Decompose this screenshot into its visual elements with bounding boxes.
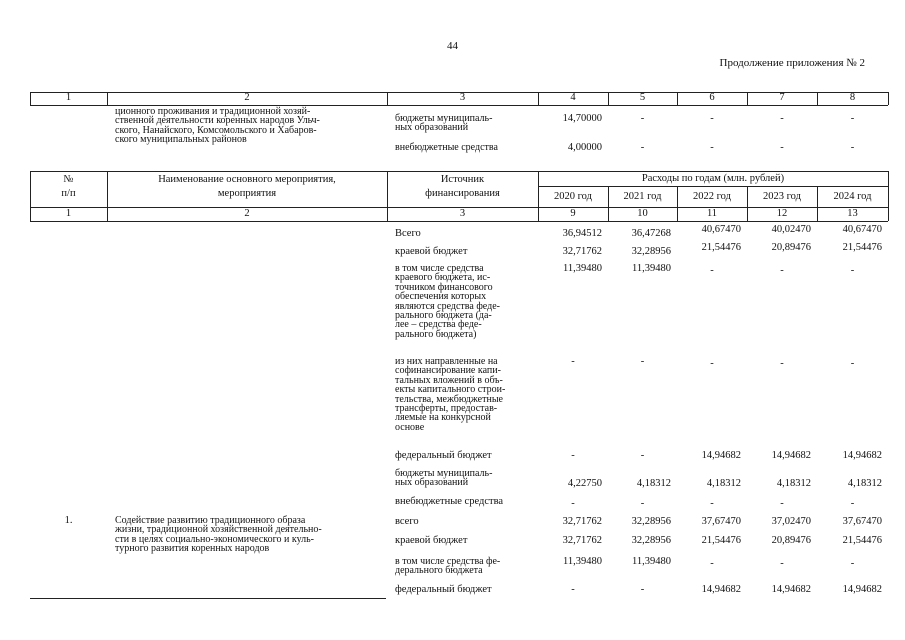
item-number: 1. xyxy=(64,515,73,526)
row-cell: - xyxy=(850,498,855,509)
row-cell: - xyxy=(640,584,645,595)
row-source: внебюджетные средства xyxy=(395,496,504,507)
header-event-1: Наименование основного мероприятия, xyxy=(158,174,336,185)
top-source-extrabudget: внебюджетные средства xyxy=(395,142,498,153)
row-cell: 4,18312 xyxy=(706,478,741,489)
row-source: в том числе средства краевого бюджета, ис- точником финансового обеспечения которых являются средства феде- рального бюджета (да- лее – средства феде- рального бюджета) xyxy=(395,263,500,340)
page-number: 44 xyxy=(447,40,458,52)
top-col-2: 2 xyxy=(244,92,250,103)
top-cell: 14,70000 xyxy=(562,113,602,124)
top-cell: - xyxy=(640,113,645,124)
row-cell: 20,89476 xyxy=(771,242,811,253)
top-col-1: 1 xyxy=(65,92,72,103)
row-cell: - xyxy=(850,558,855,569)
row-cell: 14,94682 xyxy=(771,584,811,595)
row-source: в том числе средства фе- дерального бюджета xyxy=(395,556,501,577)
top-cell: - xyxy=(850,142,855,153)
index-13: 13 xyxy=(847,208,858,219)
top-cell: - xyxy=(780,142,784,153)
row-cell: 4,18312 xyxy=(776,478,811,489)
header-expenses: Расходы по годам (млн. рублей) xyxy=(641,173,785,184)
index-9: 9 xyxy=(570,208,576,219)
row-cell: 11,39480 xyxy=(563,556,602,567)
top-cell: - xyxy=(780,113,784,124)
row-source: федеральный бюджет xyxy=(395,584,492,595)
row-source: бюджеты муниципаль- ных образований xyxy=(395,468,493,489)
row-cell: 32,71762 xyxy=(562,516,602,527)
row-cell: 14,94682 xyxy=(842,584,882,595)
row-cell: 21,54476 xyxy=(701,242,741,253)
row-cell: 20,89476 xyxy=(771,535,811,546)
row-cell: 36,94512 xyxy=(562,228,602,239)
item-title: Содействие развитию традиционного образа жизни, традиционной хозяйственной деятельно- сти в целях социально-экономического и куль- турного развития коренных народов xyxy=(115,515,322,555)
row-cell: 37,67470 xyxy=(701,516,741,527)
row-cell: - xyxy=(710,265,714,276)
row-cell: - xyxy=(571,584,575,595)
top-col-4: 4 xyxy=(570,92,576,103)
row-cell: - xyxy=(710,358,714,369)
row-cell: 32,71762 xyxy=(562,535,602,546)
index-11: 11 xyxy=(706,208,718,219)
top-col-8: 8 xyxy=(849,92,856,103)
header-year-2023: 2023 год xyxy=(763,191,801,202)
row-cell: 4,18312 xyxy=(847,478,882,489)
row-cell: 32,71762 xyxy=(562,246,602,257)
row-cell: - xyxy=(640,356,645,367)
row-cell: 32,28956 xyxy=(631,516,671,527)
row-cell: 11,39480 xyxy=(563,263,602,274)
continuation-label: Продолжение приложения № 2 xyxy=(719,57,865,69)
row-cell: 21,54476 xyxy=(842,242,882,253)
row-cell: 40,67470 xyxy=(842,224,882,235)
index-2: 2 xyxy=(244,208,250,219)
index-1: 1 xyxy=(65,208,72,219)
row-cell: - xyxy=(780,265,784,276)
index-12: 12 xyxy=(776,208,788,219)
row-cell: 14,94682 xyxy=(842,450,882,461)
row-cell: 36,47268 xyxy=(631,228,671,239)
header-year-2020: 2020 год xyxy=(554,191,592,202)
row-cell: 21,54476 xyxy=(842,535,882,546)
top-cell: - xyxy=(850,113,855,124)
row-source: федеральный бюджет xyxy=(395,450,492,461)
row-source: краевой бюджет xyxy=(395,535,468,546)
row-cell: - xyxy=(780,558,784,569)
row-cell: 14,94682 xyxy=(771,450,811,461)
row-cell: 4,22750 xyxy=(567,478,602,489)
index-3: 3 xyxy=(459,208,466,219)
row-cell: - xyxy=(780,358,784,369)
row-source: Всего xyxy=(395,228,421,239)
top-col-7: 7 xyxy=(779,92,785,103)
row-cell: - xyxy=(780,498,784,509)
top-cell: - xyxy=(710,113,714,124)
top-col-5: 5 xyxy=(639,92,646,103)
top-event-text: ционного проживания и традиционной хозяй- ственной деятельности коренных народов Ульч- ского, Нанайского, Комсомольского и Хабаров- ского муниципальных районов xyxy=(115,106,320,146)
header-pp: п/п xyxy=(61,188,76,199)
header-no: № xyxy=(63,174,74,185)
row-cell: - xyxy=(640,450,645,461)
top-cell: - xyxy=(640,142,645,153)
row-cell: 11,39480 xyxy=(632,263,671,274)
row-cell: 32,28956 xyxy=(631,535,671,546)
row-cell: 40,67470 xyxy=(701,224,741,235)
row-cell: 14,94682 xyxy=(701,584,741,595)
row-cell: - xyxy=(850,265,855,276)
row-cell: 11,39480 xyxy=(632,556,671,567)
top-cell: - xyxy=(710,142,714,153)
header-event-2: мероприятия xyxy=(217,188,277,199)
row-cell: - xyxy=(850,358,855,369)
row-cell: - xyxy=(710,558,714,569)
row-cell: - xyxy=(640,498,645,509)
top-col-3: 3 xyxy=(459,92,466,103)
top-cell: 4,00000 xyxy=(567,142,602,153)
row-cell: 37,02470 xyxy=(771,516,811,527)
header-year-2021: 2021 год xyxy=(623,191,662,202)
row-cell: 40,02470 xyxy=(771,224,811,235)
header-source-1: Источник xyxy=(440,174,485,185)
row-source: всего xyxy=(395,516,419,527)
row-cell: - xyxy=(571,450,575,461)
header-year-2022: 2022 год xyxy=(693,191,731,202)
row-source: краевой бюджет xyxy=(395,246,468,257)
row-cell: - xyxy=(571,498,575,509)
row-source: из них направленные на софинансирование капи- тальных вложений в объ- екты капитального строи- тельства, межбюджетные трансферты, предостав- ляемые на конкурсной основе xyxy=(395,356,506,433)
row-cell: 32,28956 xyxy=(631,246,671,257)
row-cell: 37,67470 xyxy=(842,516,882,527)
row-cell: - xyxy=(710,498,714,509)
bottom-rule xyxy=(30,598,386,599)
top-col-6: 6 xyxy=(709,92,715,103)
top-source-municipal: бюджеты муниципаль- ных образований xyxy=(395,113,493,134)
row-cell: - xyxy=(571,356,575,367)
index-10: 10 xyxy=(637,208,648,219)
header-source-2: финансирования xyxy=(425,188,500,199)
row-cell: 14,94682 xyxy=(701,450,741,461)
header-year-2024: 2024 год xyxy=(833,191,872,202)
row-cell: 21,54476 xyxy=(701,535,741,546)
row-cell: 4,18312 xyxy=(636,478,671,489)
